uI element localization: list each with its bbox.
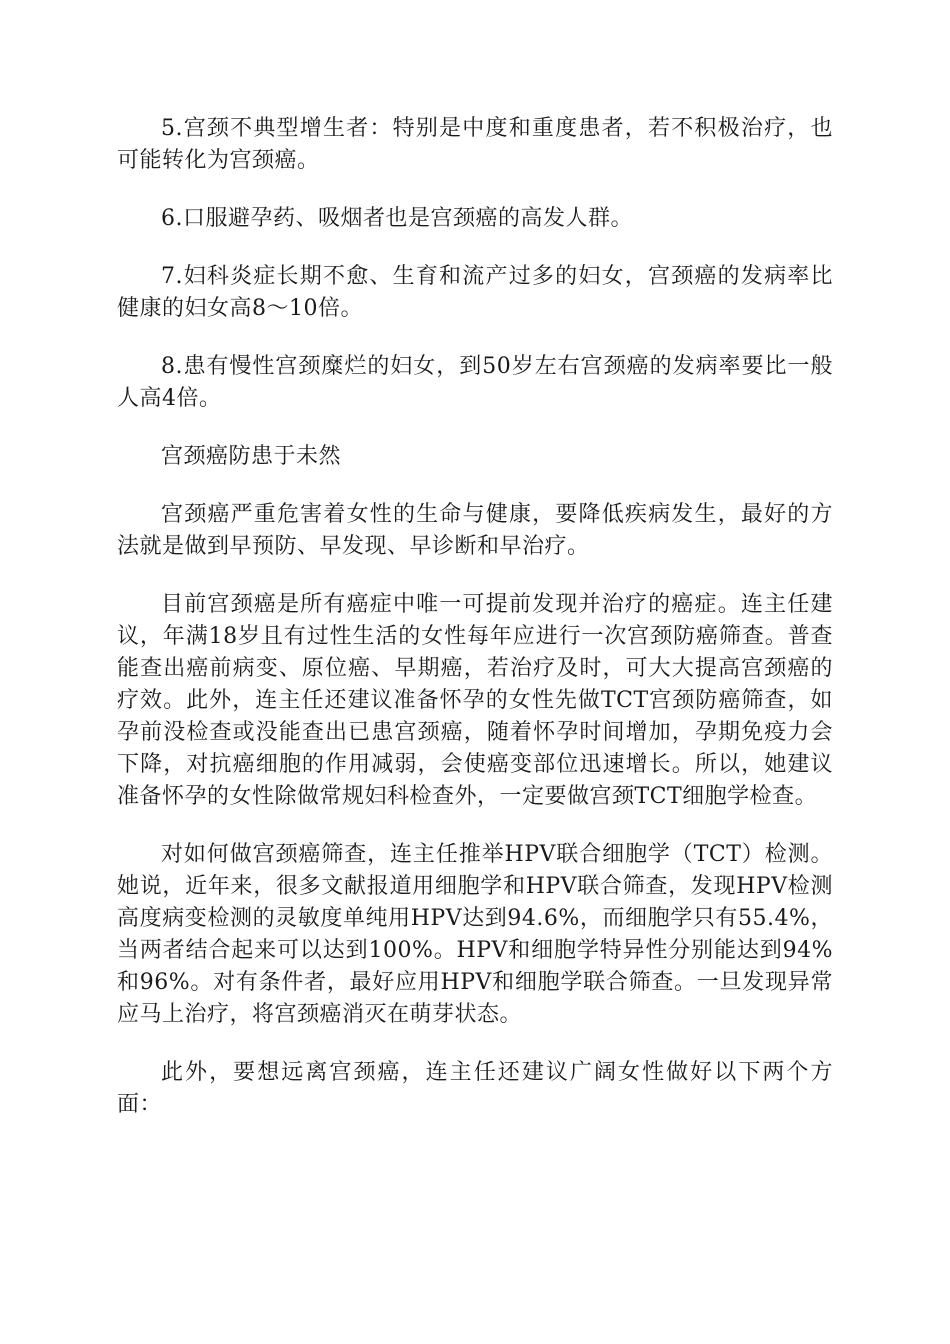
paragraph-item-8: 8.患有慢性宫颈糜烂的妇女，到50岁左右宫颈癌的发病率要比一般人高4倍。 (117, 354, 833, 411)
paragraph-item-7: 7.妇科炎症长期不愈、生育和流产过多的妇女，宫颈癌的发病率比健康的妇女高8～10倍。 (117, 264, 833, 321)
paragraph-screening-advice: 目前宫颈癌是所有癌症中唯一可提前发现并治疗的癌症。连主任建议，年满18岁且有过性生活的女性每年应进行一次宫颈防癌筛查。普查能查出癌前病变、原位癌、早期癌，若治疗及时，可大大提高宫颈癌的疗效。此外，连主任还建议准备怀孕的女性先做TCT宫颈防癌筛查，如孕前没检查或没能查出已患宫颈癌，随着怀孕时间增加，孕期免疫力会下降，对抗癌细胞的作用减弱，会使癌变部位迅速增长。所以，她建议准备怀孕的女性除做常规妇科检查外，一定要做宫颈TCT细胞学检查。 (117, 592, 833, 809)
paragraph-prevention-intro: 宫颈癌严重危害着女性的生命与健康，要降低疾病发生，最好的方法就是做到早预防、早发现、早诊断和早治疗。 (117, 502, 833, 559)
paragraph-item-6: 6.口服避孕药、吸烟者也是宫颈癌的高发人群。 (161, 206, 633, 231)
paragraph-closing: 此外，要想远离宫颈癌，连主任还建议广阔女性做好以下两个方面： (117, 1060, 833, 1117)
document-body (117, 113, 833, 1147)
paragraph-item-5: 5.宫颈不典型增生者：特别是中度和重度患者，若不积极治疗，也可能转化为宫颈癌。 (117, 116, 833, 173)
section-heading: 宫颈癌防患于未然 (161, 444, 342, 469)
paragraph-hpv-tct: 对如何做宫颈癌筛查，连主任推举HPV联合细胞学（TCT）检测。她说，近年来，很多文献报道用细胞学和HPV联合筛查，发现HPV检测高度病变检测的灵敏度单纯用HPV达到94.6%，而细胞学只有55.4%，当两者结合起来可以达到100%。HPV和细胞学特异性分别能达到94%和96%。对有条件者，最好应用HPV和细胞学联合筛查。一旦发现异常应马上治疗，将宫颈癌消灭在萌芽状态。 (117, 842, 833, 1027)
